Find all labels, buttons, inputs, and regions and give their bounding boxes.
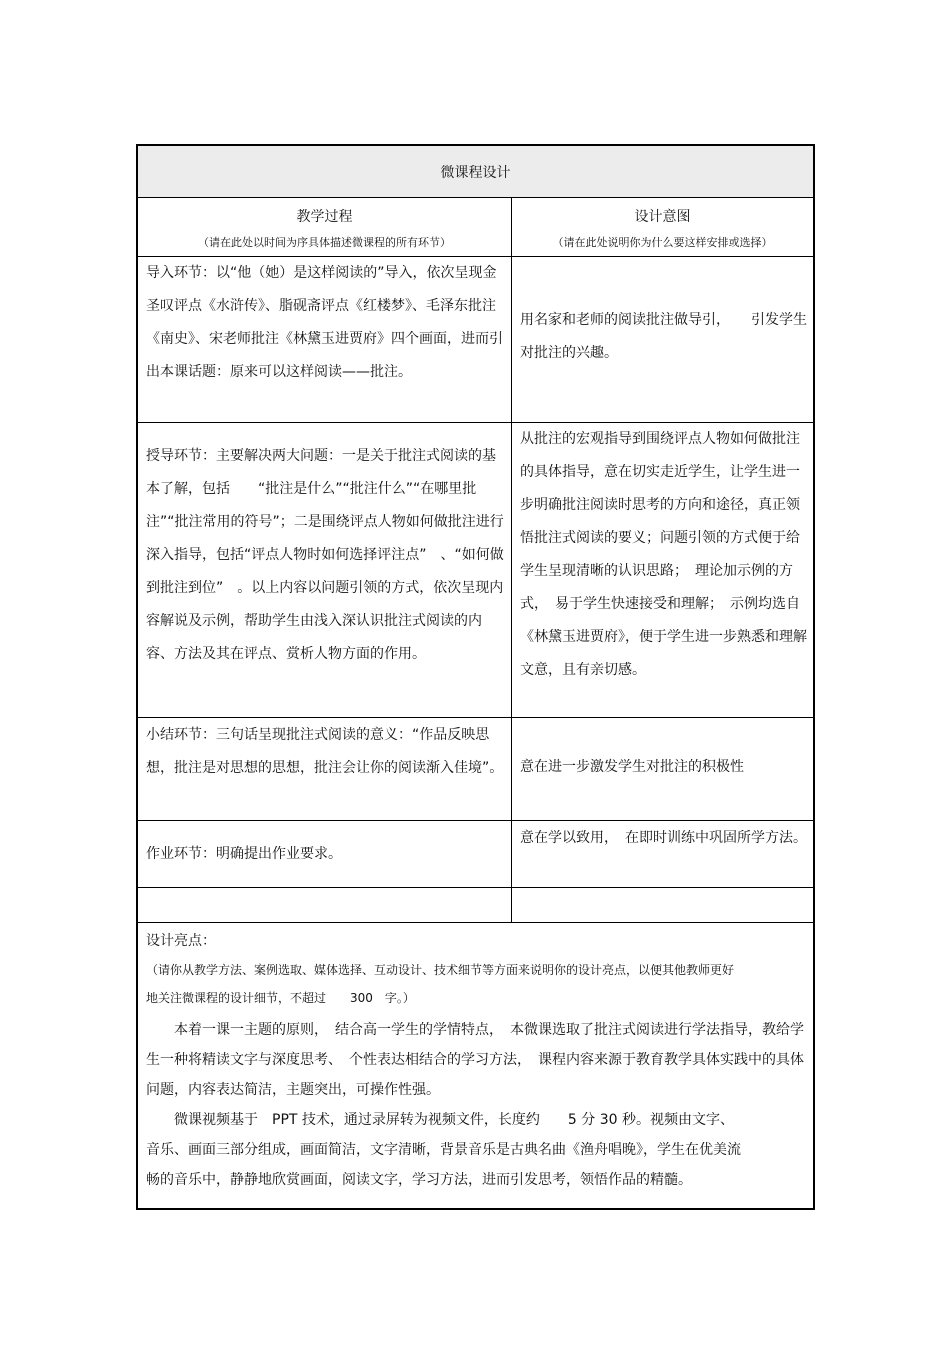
table-row-intro (138, 257, 813, 423)
table-row-homework (138, 821, 813, 888)
table-row-empty (138, 888, 813, 923)
summary-process-text: 小结环节：三句话呈现批注式阅读的意义：“作品反映思想，批注是对思想的思想，批注会让你的阅读渐入佳境”。 (146, 727, 504, 776)
intent-header-cell (512, 198, 813, 256)
title-row (138, 146, 813, 198)
intent-cell (512, 257, 813, 422)
teaching-process-text: 授导环节：主要解决两大问题：一是关于批注式阅读的基本了解，包括 “批注是什么”“批注什么”“在哪里批注”“批注常用的符号”；二是围绕评点人物如何做批注进行深入指导，包括“评点人物时如何选择评注点” 、“如何做到批注到位” 。以上内容以问题引领的方式，依次呈现内容解说及示例，帮助学生由浅入深认识批注式阅读的内容、方法及其在评点、赏析人物方面的作用。 (146, 448, 504, 662)
homework-intent-text: 意在学以致用， 在即时训练中巩固所学方法。 (520, 830, 807, 846)
process-cell (138, 718, 512, 820)
empty-intent-cell (512, 888, 813, 922)
highlights-label: 设计亮点： (146, 933, 216, 949)
highlights-paragraph-2: 微课视频基于 PPT 技术，通过录屏转为视频文件，长度约 5 分 30 秒。视频由文字、音乐、画面三部分组成，画面简洁，文字清晰，背景音乐是古典名曲《渔舟唱晚》，学生在优美流畅的音乐中，静静地欣赏画面，阅读文字，学习方法，进而引发思考，领悟作品的精髓。 (146, 1112, 741, 1188)
intent-cell (512, 821, 813, 887)
table-row-teaching (138, 423, 813, 718)
process-header: 教学过程 (296, 209, 353, 225)
teaching-intent-text: 从批注的宏观指导到围绕评点人物如何做批注的具体指导，意在切实走近学生，让学生进一步明确批注阅读时思考的方向和途径，真正领悟批注式阅读的要义；问题引领的方式便于给学生呈现清晰的认识思路； 理论加示例的方式， 易于学生快速接受和理解； 示例均选自《林黛玉进贾府》，便于学生进一步熟悉和理解文意，且有亲切感。 (520, 431, 807, 678)
process-cell (138, 423, 512, 717)
highlights-instruction: （请你从教学方法、案例选取、媒体选择、互动设计、技术细节等方面来说明你的设计亮点，以便其他教师更好地关注微课程的设计细节，不超过 300 字。） (146, 963, 735, 1005)
highlights-paragraph-1: 本着一课一主题的原则， 结合高一学生的学情特点， 本微课选取了批注式阅读进行学法指导，教给学生一种将精读文字与深度思考、 个性表达相结合的学习方法， 课程内容来源于教育教学具体实践中的具体问题，内容表达简洁，主题突出，可操作性强。 (146, 1022, 804, 1098)
table-title: 微课程设计 (440, 165, 511, 181)
process-header-note: （请在此处以时间为序具体描述微课程的所有环节） (198, 236, 451, 249)
homework-process-text: 作业环节：明确提出作业要求。 (146, 846, 342, 862)
header-row (138, 198, 813, 257)
process-cell (138, 257, 512, 422)
intro-process-text: 导入环节：以“他（她）是这样阅读的”导入，依次呈现金圣叹评点《水浒传》、脂砚斋评点《红楼梦》、毛泽东批注《南史》、宋老师批注《林黛玉进贾府》四个画面，进而引出本课话题：原来可以这样阅读——批注。 (146, 265, 503, 380)
intent-header: 设计意图 (634, 209, 691, 225)
highlights-cell (138, 923, 813, 1208)
intro-intent-text: 用名家和老师的阅读批注做导引， 引发学生对批注的兴趣。 (520, 312, 807, 361)
intent-cell (512, 423, 813, 717)
empty-process-cell (138, 888, 512, 922)
intent-cell (512, 718, 813, 820)
process-header-cell (138, 198, 512, 256)
summary-intent-text: 意在进一步激发学生对批注的积极性 (520, 759, 744, 775)
highlights-section (138, 923, 813, 1208)
table-row-summary (138, 718, 813, 821)
process-cell (138, 821, 512, 887)
intent-header-note: （请在此处说明你为什么要这样安排或选择） (552, 236, 773, 249)
course-design-table (136, 144, 815, 1210)
